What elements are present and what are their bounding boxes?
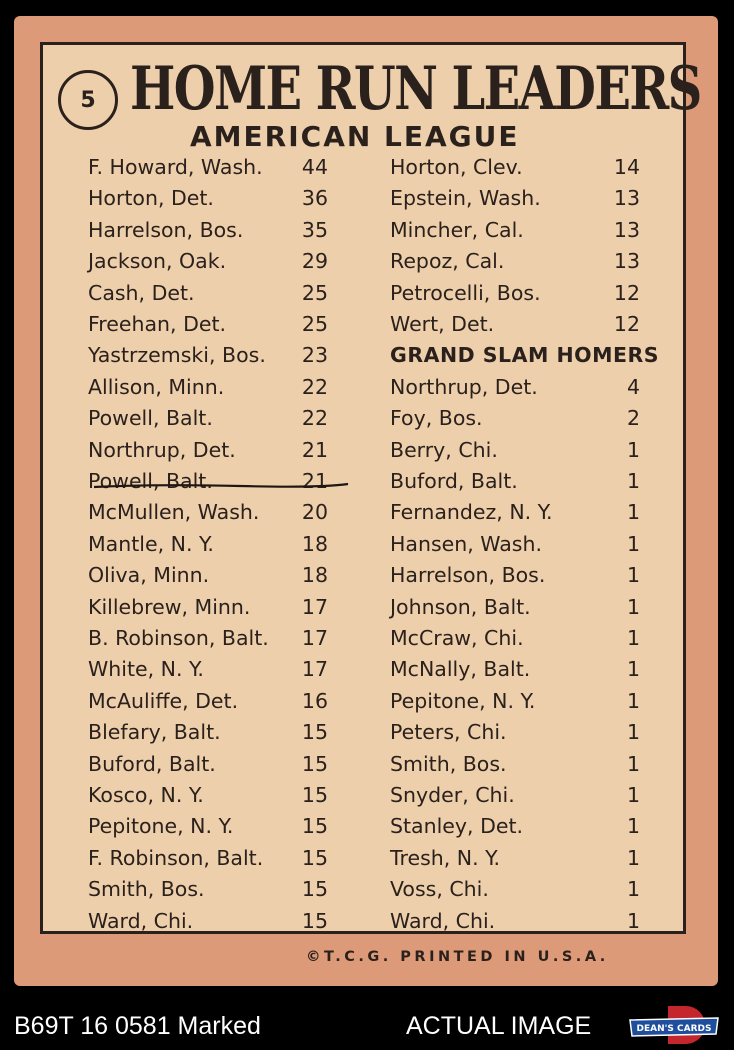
home-run-count: 2 <box>626 406 640 431</box>
player-name: Foy, Bos. <box>390 406 483 431</box>
home-run-count: 15 <box>301 751 328 776</box>
home-run-count: 22 <box>301 406 328 431</box>
home-run-count: 1 <box>626 845 640 870</box>
player-name: Stanley, Det. <box>390 814 524 839</box>
player-name: Freehan, Det. <box>88 312 227 336</box>
home-run-count: 13 <box>613 249 640 274</box>
home-run-count: 21 <box>301 437 328 462</box>
home-run-count: 36 <box>301 186 328 211</box>
player-name: Pepitone, N. Y. <box>390 688 536 713</box>
home-run-count: 17 <box>301 594 328 619</box>
home-run-count: 16 <box>301 688 328 713</box>
home-run-count: 21 <box>301 469 328 493</box>
home-run-count: 17 <box>301 657 328 682</box>
player-name: McMullen, Wash. <box>88 500 260 525</box>
card-title: HOME RUN LEADERS <box>130 54 701 124</box>
player-name: White, N. Y. <box>88 657 204 682</box>
player-name: Harrelson, Bos. <box>88 217 244 242</box>
player-name: Northrup, Det. <box>390 374 538 399</box>
player-name: Repoz, Cal. <box>390 249 505 274</box>
home-run-count: 1 <box>626 720 640 745</box>
home-run-count: 15 <box>301 845 328 870</box>
home-run-count: 15 <box>301 720 328 745</box>
player-name: Ward, Chi. <box>88 908 194 933</box>
home-run-count: 1 <box>626 437 640 462</box>
card-number-text: 5 <box>80 87 96 113</box>
svg-text:DEAN'S CARDS: DEAN'S CARDS <box>636 1024 712 1034</box>
home-run-count: 12 <box>613 280 640 305</box>
player-name: Petrocelli, Bos. <box>390 280 541 305</box>
right-leader-column <box>390 152 660 952</box>
player-name: Ward, Chi. <box>390 908 496 933</box>
player-name: Johnson, Balt. <box>390 594 531 619</box>
home-run-count: 22 <box>301 374 328 399</box>
home-run-count: 12 <box>613 312 640 336</box>
home-run-count: 44 <box>301 155 328 179</box>
home-run-count: 1 <box>626 908 640 933</box>
card-number <box>58 70 118 130</box>
home-run-count: 4 <box>626 374 640 399</box>
card-subtitle: AMERICAN LEAGUE <box>190 120 520 153</box>
player-name: Allison, Minn. <box>88 374 225 399</box>
home-run-count: 25 <box>301 280 328 305</box>
player-name: McNally, Balt. <box>390 657 531 682</box>
home-run-count: 1 <box>626 877 640 902</box>
home-run-count: 18 <box>301 563 328 588</box>
player-name: Northrup, Det. <box>88 437 236 462</box>
home-run-count: 1 <box>626 469 640 493</box>
home-run-count: 15 <box>301 783 328 807</box>
player-name: Yastrzemski, Bos. <box>88 343 266 368</box>
player-name: Voss, Chi. <box>390 877 489 902</box>
player-name: Kosco, N. Y. <box>88 783 204 807</box>
player-name: Buford, Balt. <box>88 751 216 776</box>
home-run-count: 1 <box>626 500 640 525</box>
player-name: Mincher, Cal. <box>390 217 524 242</box>
player-name: Hansen, Wash. <box>390 531 542 556</box>
player-name: Wert, Det. <box>390 312 495 336</box>
player-name: Mantle, N. Y. <box>88 531 214 556</box>
home-run-count: 1 <box>626 814 640 839</box>
home-run-count: 1 <box>626 626 640 650</box>
home-run-count: 1 <box>626 751 640 776</box>
home-run-count: 25 <box>301 312 328 336</box>
player-name: Tresh, N. Y. <box>390 845 501 870</box>
player-name: Snyder, Chi. <box>390 783 515 807</box>
player-name: Cash, Det. <box>88 280 195 305</box>
player-name: Powell, Balt. <box>88 469 213 493</box>
left-leader-column <box>88 152 348 952</box>
actual-image-caption: ACTUAL IMAGE <box>406 1012 592 1040</box>
player-name: Killebrew, Minn. <box>88 594 251 619</box>
home-run-count: 17 <box>301 626 328 650</box>
home-run-count: 1 <box>626 783 640 807</box>
copyright-footer: ©T.C.G. PRINTED IN U.S.A. <box>306 949 609 965</box>
player-name: Jackson, Oak. <box>88 249 227 274</box>
home-run-count: 20 <box>301 500 328 525</box>
player-name: Horton, Det. <box>88 186 214 211</box>
player-name: Pepitone, N. Y. <box>88 814 234 839</box>
home-run-count: 18 <box>301 531 328 556</box>
home-run-count: 15 <box>301 877 328 902</box>
section-heading-text: GRAND SLAM HOMERS <box>390 343 660 368</box>
player-name: McAuliffe, Det. <box>88 688 239 713</box>
pen-strikethrough-mark <box>90 480 352 492</box>
home-run-count: 15 <box>301 814 328 839</box>
player-name: B. Robinson, Balt. <box>88 626 269 650</box>
player-name: Smith, Bos. <box>88 877 205 902</box>
home-run-count: 14 <box>613 155 640 179</box>
home-run-count: 1 <box>626 563 640 588</box>
home-run-count: 15 <box>301 908 328 933</box>
home-run-count: 1 <box>626 594 640 619</box>
player-name: McCraw, Chi. <box>390 626 524 650</box>
home-run-count: 23 <box>301 343 328 368</box>
player-name: Harrelson, Bos. <box>390 563 546 588</box>
player-name: F. Robinson, Balt. <box>88 845 264 870</box>
home-run-count: 13 <box>613 217 640 242</box>
player-name: Fernandez, N. Y. <box>390 500 553 525</box>
home-run-count: 29 <box>301 249 328 274</box>
home-run-count: 1 <box>626 657 640 682</box>
home-run-count: 1 <box>626 688 640 713</box>
player-name: Buford, Balt. <box>390 469 518 493</box>
listing-id-caption: B69T 16 0581 Marked <box>14 1012 261 1040</box>
player-name: F. Howard, Wash. <box>88 155 263 179</box>
player-name: Epstein, Wash. <box>390 186 541 211</box>
home-run-count: 13 <box>613 186 640 211</box>
player-name: Blefary, Balt. <box>88 720 221 745</box>
player-name: Peters, Chi. <box>390 720 507 745</box>
player-name: Oliva, Minn. <box>88 563 210 588</box>
player-name: Powell, Balt. <box>88 406 213 431</box>
home-run-count: 1 <box>626 531 640 556</box>
player-name: Horton, Clev. <box>390 155 523 179</box>
player-name: Berry, Chi. <box>390 437 498 462</box>
home-run-count: 35 <box>301 217 328 242</box>
deans-cards-logo <box>628 1004 720 1046</box>
player-name: Smith, Bos. <box>390 751 507 776</box>
